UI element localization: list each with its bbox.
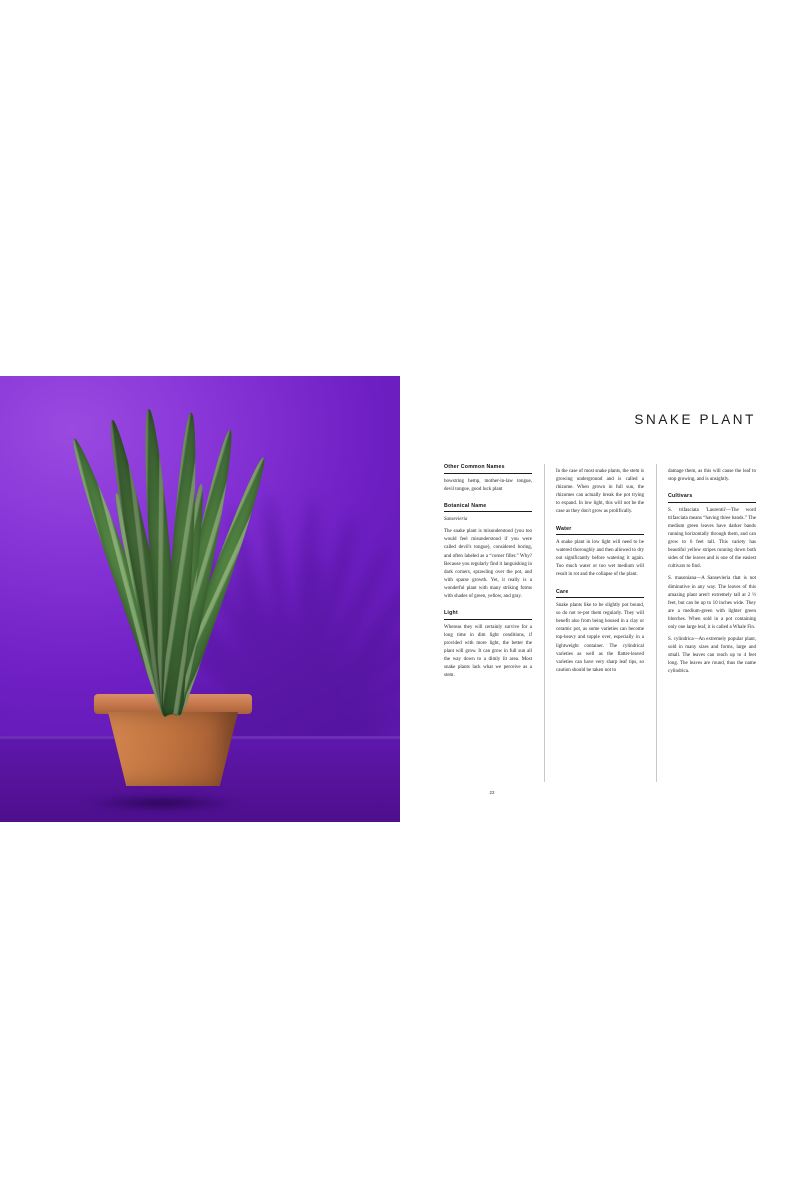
body-paragraph: A snake plant in low light will need to be watered thoroughly and then allowed to dry out significantly before watering it again. Too much water or too wet medium will result in rot and the collapse of the plant. — [556, 540, 644, 578]
section-heading: Cultivars — [668, 493, 756, 503]
column-1 — [444, 464, 532, 782]
body-paragraph: Sansevieria — [444, 517, 468, 523]
section-heading: Light — [444, 610, 532, 620]
text-columns — [444, 464, 756, 782]
body-paragraph: S. cylindrica—An extremely popular plant, sold in many sizes and forms, large and small. The leaves can reach up to 4 feet long. The leaves are round, thus the name cylindrica. — [668, 637, 756, 675]
section-heading: Care — [556, 589, 644, 599]
body-paragraph: damage them, as this will cause the leaf to stop growing, and is unsightly. — [668, 469, 756, 483]
body-paragraph: In the case of most snake plants, the stem is growing underground and is called a rhizome. When grown in full sun, the rhizomes can actually break the pot trying to expand. In low light, this will not be the case as they don't grow as prolifically. — [556, 469, 644, 515]
page-number: 23 — [489, 790, 495, 795]
column-2 — [544, 464, 644, 782]
section-heading: Other Common Names — [444, 464, 532, 474]
text-page — [400, 376, 800, 822]
column-3 — [656, 464, 756, 782]
pot-body — [108, 712, 238, 786]
snake-plant-image — [22, 402, 322, 802]
page-title: SNAKE PLANT — [634, 412, 756, 427]
photo-page — [0, 376, 400, 822]
body-paragraph: bowstring hemp, mother-in-law tongue, devil tongue, good luck plant — [444, 478, 532, 492]
body-paragraph: S. trifasciata 'Laurentii'—The word trifasciata means “having three bands.” The medium green leaves have darker bands running horizontally through them, and can grow to 6 feet tall. This variety has beautiful yellow stripes running down both sides of the leaves and is one of the easiest cultivars to find. — [668, 507, 756, 570]
body-paragraph: The snake plant is misunderstood (you too would feel misunderstood if you were called devil's tongue), considered boring, and often labeled as a “corner filler.” Why? Because you regularly find it languishing in dark corners, sprawling over the pot, and with sparse growth. Yet, it really is a wonderful plant with many striking forms with shades of green, yellow, and gray. — [444, 529, 532, 600]
body-paragraph: Whereas they will certainly survive for a long time in dim light conditions, if provided with more light, the better the plant will grow. It can grow in full sun all the way down to a dimly lit area. Most snake plants lack what we perceive as a stem. — [444, 624, 532, 679]
book-spread — [0, 376, 800, 822]
section-heading: Water — [556, 526, 644, 536]
body-paragraph: Snake plants like to be slightly pot bound, so do not re-pot them regularly. They will benefit also from being housed in a clay or ceramic pot, as some varieties can become top-heavy and topple over, especially in a lightweight container. The cylindrical varieties as well as the flatter-leaved varieties can have very sharp leaf tips, so caution should be taken not to — [556, 603, 644, 673]
body-paragraph: S. masoniana—A Sansevieria that is not diminutive in any way. The leaves of this amazing plant aren't extremely tall at 2 ½ feet, but can be up to 10 inches wide. They are a medium-green with lighter green blotches. When sold in a pot containing only one large leaf, it is called a Whale Fin. — [668, 576, 756, 630]
plant-leaves — [22, 402, 322, 714]
section-heading: Botanical Name — [444, 503, 532, 513]
